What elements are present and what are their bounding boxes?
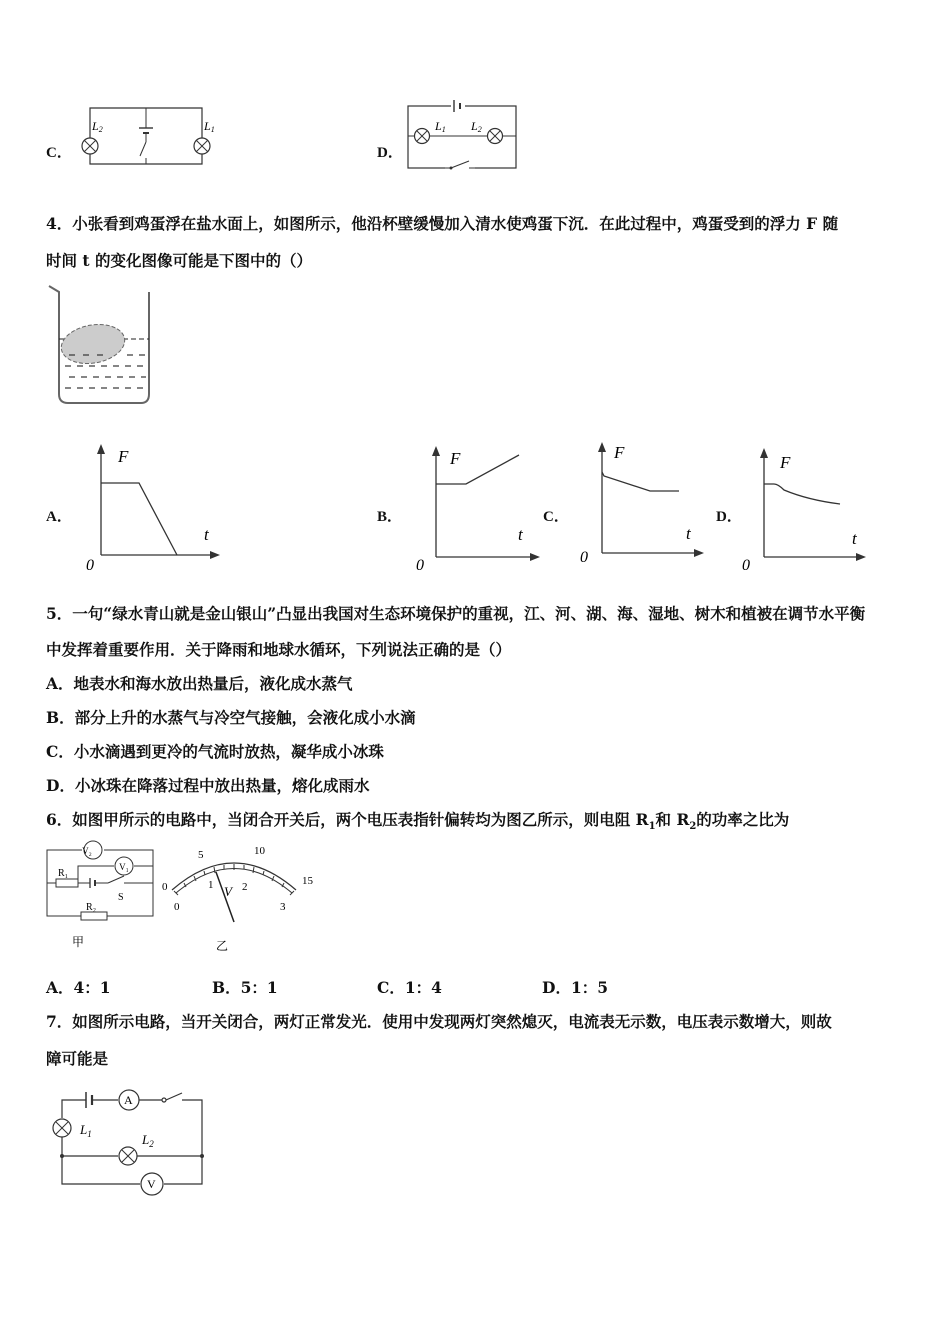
svg-text:甲: 甲	[72, 935, 85, 949]
svg-text:t: t	[204, 525, 209, 544]
resistor-r1-icon	[56, 879, 78, 887]
q5-choice-c: C．小水滴遇到更冷的气流时放热，凝华成小冰珠	[46, 742, 384, 761]
svg-text:V: V	[147, 1177, 156, 1191]
voltmeter-dial	[162, 845, 314, 953]
svg-text:L2: L2	[471, 119, 482, 134]
q5-stem-line1: 5．一句“绿水青山就是金山银山”凸显出我国对生态环境保护的重视，江、河、湖、海、湿地、树木和植被在调节水平衡	[46, 604, 866, 623]
svg-text:L1: L1	[435, 119, 446, 134]
svg-text:5: 5	[198, 849, 204, 861]
circuit-jia	[47, 841, 153, 920]
switch-icon	[166, 1093, 182, 1100]
graph-b-curve	[436, 455, 519, 484]
q6-choice-c: C．1：4	[377, 978, 442, 997]
graph-d	[738, 440, 878, 575]
q5-stem-line2: 中发挥着重要作用．关于降雨和地球水循环，下列说法正确的是（）	[46, 640, 512, 659]
q5-choice-a: A．地表水和海水放出热量后，液化成水蒸气	[46, 674, 353, 693]
q5-choice-d: D．小冰珠在降落过程中放出热量，熔化成雨水	[46, 776, 370, 795]
svg-text:2: 2	[242, 881, 248, 893]
svg-text:0: 0	[86, 557, 94, 574]
q3-option-c-label: C．	[46, 145, 72, 161]
svg-text:V₁: V₁	[119, 862, 129, 872]
q7-stem-line1: 7．如图所示电路，当开关闭合，两灯正常发光．使用中发现两灯突然熄灭，电流表无示数，电压表示数增大，则故	[46, 1012, 832, 1031]
switch-icon	[108, 876, 124, 883]
q6-stem: 6．如图甲所示的电路中，当闭合开关后，两个电压表指针偏转均为图乙所示，则电阻 $R_1$和 $R_2$的功率之比为	[46, 810, 790, 833]
q4-option-b-label: B．	[377, 509, 403, 525]
graph-a	[80, 440, 230, 575]
svg-text:1: 1	[208, 879, 214, 891]
svg-text:乙: 乙	[216, 939, 229, 953]
svg-text:0: 0	[742, 557, 750, 574]
q6-choice-d: D．1：5	[542, 978, 609, 997]
graph-c-curve	[602, 472, 679, 491]
svg-text:L1: L1	[204, 119, 215, 134]
q4-stem-line1: 4．小张看到鸡蛋浮在盐水面上，如图所示，他沿杯壁缓慢加入清水使鸡蛋下沉．在此过程中，鸡蛋受到的浮力 F 随	[46, 214, 839, 233]
svg-text:V: V	[224, 884, 232, 899]
svg-text:L2: L2	[92, 119, 103, 134]
svg-text:F: F	[450, 449, 461, 468]
svg-text:F: F	[118, 447, 129, 466]
svg-text:3: 3	[280, 901, 286, 913]
beaker-figure	[45, 282, 157, 408]
q6-choice-a: A．4：1	[46, 978, 111, 997]
graph-c	[576, 436, 716, 571]
q5-choice-b: B．部分上升的水蒸气与冷空气接触，会液化成小水滴	[46, 708, 416, 727]
svg-text:R₁: R₁	[58, 868, 69, 879]
svg-text:A: A	[124, 1093, 133, 1107]
svg-text:F: F	[614, 443, 625, 462]
svg-text:15: 15	[302, 875, 313, 887]
q4-stem-line2: 时间 t 的变化图像可能是下图中的（）	[46, 251, 312, 270]
q4-option-c-label: C．	[543, 509, 569, 525]
svg-text:t: t	[518, 525, 523, 544]
egg-icon	[58, 320, 128, 369]
q6-choice-b: B．5：1	[212, 978, 278, 997]
graph-b	[412, 440, 552, 575]
q4-option-a-label: A．	[46, 509, 72, 525]
svg-text:t: t	[686, 524, 691, 543]
q3-circuit-c	[70, 100, 220, 170]
svg-text:S: S	[118, 892, 124, 903]
graph-d-curve	[764, 484, 840, 504]
q3-circuit-d	[403, 98, 523, 173]
q3-option-d-label: D．	[377, 145, 403, 161]
q7-stem-line2: 障可能是	[46, 1049, 109, 1068]
resistor-r2-icon	[81, 912, 107, 920]
svg-text:t: t	[852, 529, 857, 548]
svg-text:V₂: V₂	[82, 846, 92, 856]
svg-text:0: 0	[162, 881, 168, 893]
q7-circuit	[46, 1082, 221, 1200]
switch-icon	[140, 142, 146, 156]
svg-text:0: 0	[174, 901, 180, 913]
q6-figure	[44, 838, 319, 956]
svg-text:F: F	[780, 453, 791, 472]
q4-option-d-label: D．	[716, 509, 742, 525]
svg-text:0: 0	[580, 549, 588, 566]
svg-text:10: 10	[254, 845, 265, 857]
graph-a-curve	[101, 483, 177, 555]
svg-text:L1: $L_1$	[80, 1122, 92, 1139]
svg-text:0: 0	[416, 557, 424, 574]
svg-text:R₂: R₂	[86, 902, 97, 913]
svg-text:L2: $L_2$	[142, 1132, 154, 1149]
